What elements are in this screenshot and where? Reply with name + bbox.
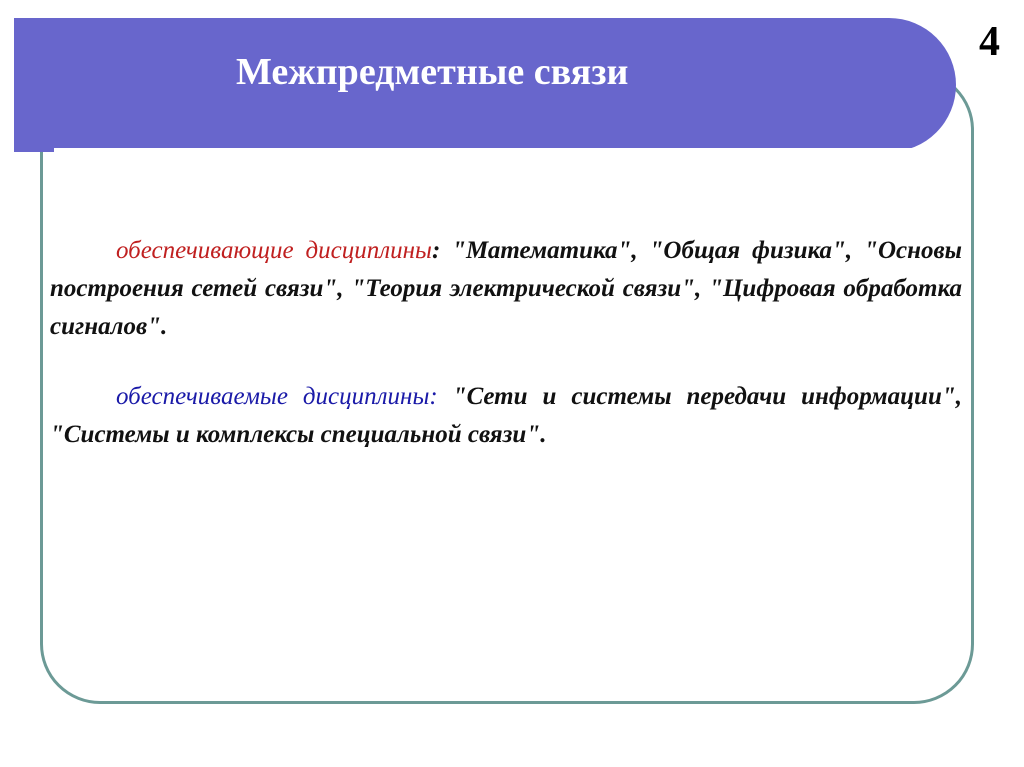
- dependent-disciplines-term: обеспечиваемые дисциплины:: [116, 383, 438, 410]
- paragraph-supporting-disciplines: [50, 232, 962, 346]
- title-underline: [54, 148, 920, 153]
- slide-title: Межпредметные связи: [236, 51, 629, 93]
- dependent-disciplines-text: "Сети и системы передачи информации", "Системы и комплексы специальной связи".: [50, 383, 962, 448]
- slide-content: [50, 232, 962, 486]
- supporting-disciplines-term: обеспечивающие дисциплины: [116, 237, 432, 264]
- supporting-disciplines-text: : "Математика", "Общая физика", "Основы построения сетей связи", "Теория электрической связи", "Цифровая обработка сигналов".: [50, 237, 962, 340]
- paragraph-dependent-disciplines: [50, 378, 962, 454]
- slide-number: 4: [979, 19, 1000, 65]
